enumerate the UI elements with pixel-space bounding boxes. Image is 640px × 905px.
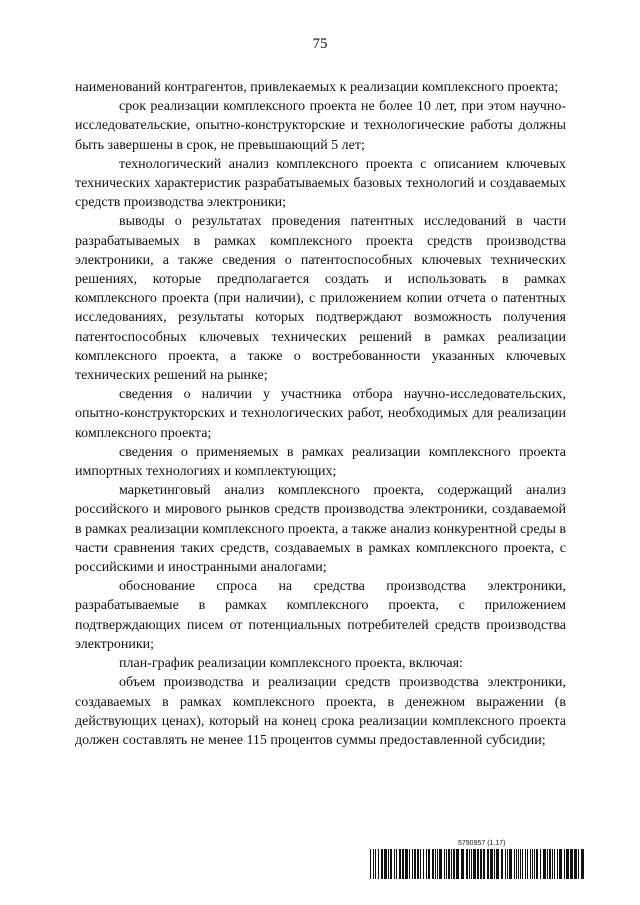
paragraph-imported-technologies: сведения о применяемых в рамках реализации комплексного проекта импортных технологиях и комплектующих; xyxy=(75,444,566,480)
paragraph-patent-research: выводы о результатах проведения патентных исследований в части разрабатываемых в рамках комплексного проекта средств производства электроники, а также сведения о патентоспособных ключевых технических решениях, которые предполагается создать и использовать в рамках комплексного проекта (при наличии), с приложением копии отчета о патентных исследованиях, результаты которых подтверждают возможность получения патентоспособных ключевых технических решений в рамках реализации комплексного проекта, а также о востребованности указанных ключевых технических решений на рынке; xyxy=(75,214,566,384)
paragraph-marketing-analysis: маркетинговый анализ комплексного проекта, содержащий анализ российского и мирового рынков средств производства электроники, создаваемой в рамках реализации комплексного проекта, а также анализ конкурентной среды в части сравнения таких средств, создаваемых в рамках комплексного проекта, с российскими и иностранными аналогами; xyxy=(75,483,566,576)
body-text xyxy=(75,78,566,750)
paragraph-contractors: наименований контрагентов, привлекаемых к реализации комплексного проекта; xyxy=(75,80,559,95)
paragraph-production-volume: объем производства и реализации средств производства электроники, создаваемых в рамках комплексного проекта, в денежном выражении (в действующих ценах), который на конец срока реализации комплексного проекта должен составлять не менее 115 процентов суммы предоставленной субсидии; xyxy=(75,675,566,748)
paragraph-technology-analysis: технологический анализ комплексного проекта с описанием ключевых технических характеристик разрабатываемых базовых технологий и создаваемых средств производства электроники; xyxy=(75,156,566,211)
document-barcode xyxy=(370,840,586,880)
paragraph-project-term: срок реализации комплексного проекта не более 10 лет, при этом научно-исследовательские, опытно-конструкторские и технологические работы должны быть завершены в срок, не превышающий 5 лет; xyxy=(75,99,566,153)
page-number: 75 xyxy=(312,36,328,52)
barcode-icon xyxy=(370,849,586,879)
paragraph-rnd-works: сведения о наличии у участника отбора научно-исследовательских, опытно-конструкторских и технологических работ, необходимых для реализации комплексного проекта; xyxy=(75,387,566,441)
paragraph-demand-justification: обоснование спроса на средства производства электроники, разрабатываемые в рамках комплексного проекта, с приложением подтверждающих писем от потенциальных потребителей средств производства электроники; xyxy=(75,579,566,652)
barcode-code: 5790957 (1.17) xyxy=(458,840,506,847)
paragraph-schedule: план-график реализации комплексного проекта, включая: xyxy=(119,656,463,672)
